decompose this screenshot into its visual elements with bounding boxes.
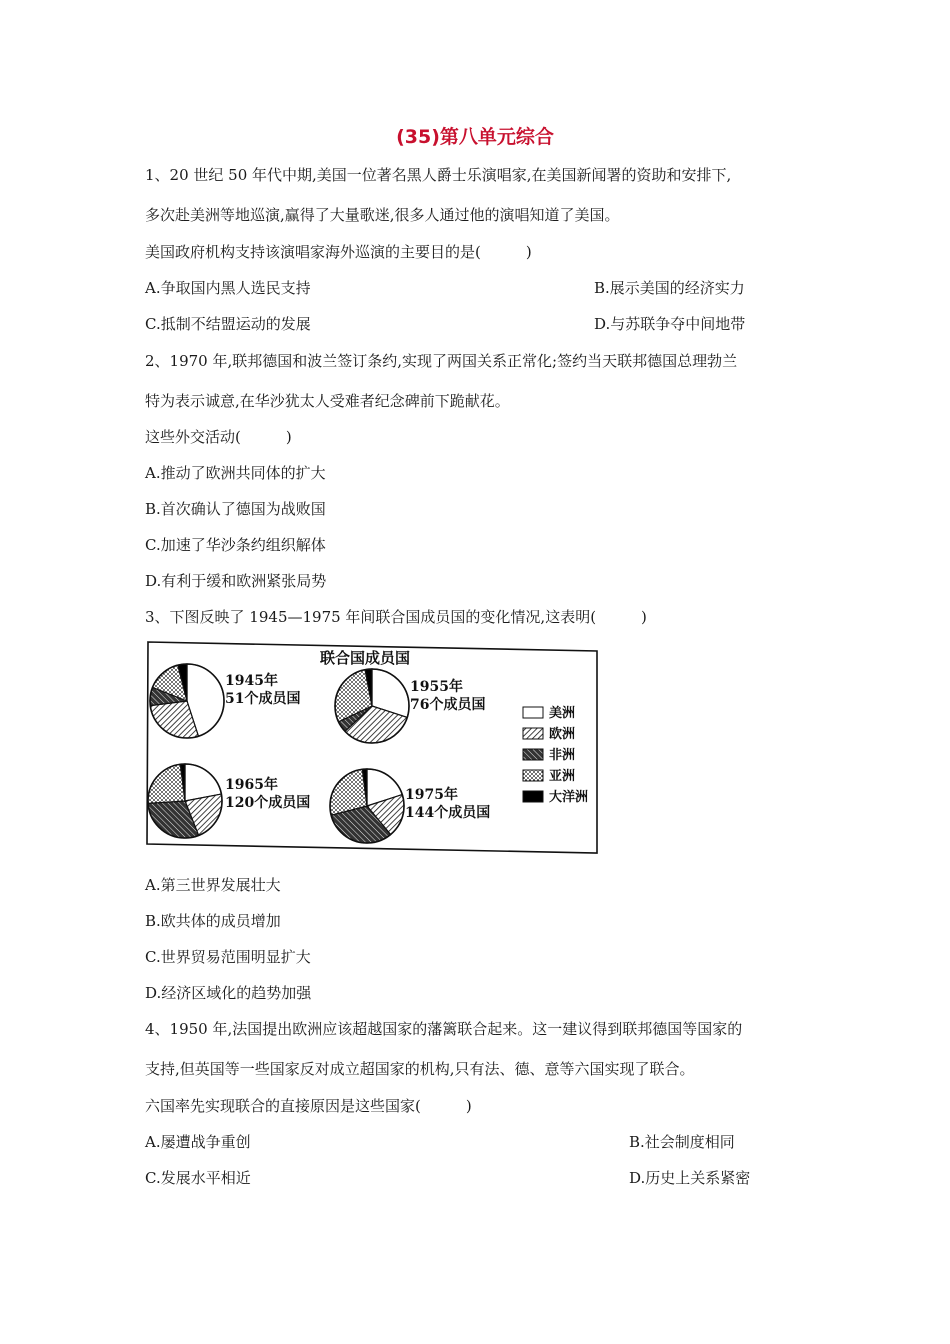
q4-option-c[interactable]: C.发展水平相近: [145, 1169, 251, 1187]
legend-swatch-oceania: [523, 791, 543, 802]
un-members-chart: [145, 639, 600, 855]
q2-option-c[interactable]: C.加速了华沙条约组织解体: [145, 536, 326, 554]
pie-2-slice-asia: [148, 764, 185, 803]
pie-3: [330, 769, 490, 843]
q2-stem-line1: 2、1970 年,联邦德国和波兰签订条约,实现了两国关系正常化;签约当天联邦德国总理勃兰: [145, 352, 738, 370]
q1-option-c[interactable]: C.抵制不结盟运动的发展: [145, 315, 311, 333]
pie-0: [150, 664, 300, 738]
q4-stem-line1: 4、1950 年,法国提出欧洲应该超越国家的藩篱联合起来。这一建议得到联邦德国等国家的: [145, 1020, 743, 1038]
q3-stem: 3、下图反映了 1945—1975 年间联合国成员国的变化情况,这表明( ): [145, 608, 647, 626]
q1-option-a[interactable]: A.争取国内黑人选民支持: [145, 279, 311, 297]
legend-label-oceania: 大洋洲: [549, 790, 589, 805]
q4-stem-line2: 支持,但英国等一些国家反对成立超国家的机构,只有法、德、意等六国实现了联合。: [145, 1060, 695, 1078]
pie-0-count-label: 51个成员国: [225, 691, 301, 707]
q2-question: 这些外交活动( ): [145, 428, 292, 446]
q2-stem-line2: 特为表示诚意,在华沙犹太人受难者纪念碑前下跪献花。: [145, 392, 510, 410]
q4-question: 六国率先实现联合的直接原因是这些国家( ): [145, 1097, 472, 1115]
q3-option-c[interactable]: C.世界贸易范围明显扩大: [145, 948, 311, 966]
chart-title: 联合国成员国: [319, 649, 411, 667]
pie-1-count-label: 76个成员国: [410, 697, 486, 713]
q3-option-d[interactable]: D.经济区域化的趋势加强: [145, 984, 312, 1002]
legend-label-africa: 非洲: [549, 748, 576, 763]
q1-option-d[interactable]: D.与苏联争夺中间地带: [594, 315, 746, 333]
pie-2-year-label: 1965年: [225, 777, 278, 793]
q2-option-b[interactable]: B.首次确认了德国为战败国: [145, 500, 326, 518]
pie-2: [148, 764, 310, 838]
legend-swatch-americas: [523, 707, 543, 718]
q1-question: 美国政府机构支持该演唱家海外巡演的主要目的是( ): [145, 243, 532, 261]
pie-1: [335, 669, 485, 743]
page-title: (35)第八单元综合: [396, 126, 554, 148]
q2-option-a[interactable]: A.推动了欧洲共同体的扩大: [145, 464, 326, 482]
q2-option-d[interactable]: D.有利于缓和欧洲紧张局势: [145, 572, 327, 590]
q3-option-a[interactable]: A.第三世界发展壮大: [145, 876, 281, 894]
q1-stem-line1: 1、20 世纪 50 年代中期,美国一位著名黑人爵士乐演唱家,在美国新闻署的资助和安排下,: [145, 166, 732, 184]
q3-option-b[interactable]: B.欧共体的成员增加: [145, 912, 281, 930]
legend-label-americas: 美洲: [549, 706, 576, 721]
q4-option-a[interactable]: A.屡遭战争重创: [145, 1133, 251, 1151]
pie-0-year-label: 1945年: [225, 673, 278, 689]
pie-2-count-label: 120个成员国: [225, 795, 311, 811]
q1-option-b[interactable]: B.展示美国的经济实力: [594, 279, 745, 297]
q1-stem-line2: 多次赴美洲等地巡演,赢得了大量歌迷,很多人通过他的演唱知道了美国。: [145, 206, 620, 224]
q4-option-d[interactable]: D.历史上关系紧密: [629, 1169, 751, 1187]
pie-1-year-label: 1955年: [410, 679, 463, 695]
legend-label-asia: 亚洲: [549, 769, 576, 784]
legend-label-europe: 欧洲: [549, 727, 576, 742]
pie-3-year-label: 1975年: [405, 787, 458, 803]
pie-3-count-label: 144个成员国: [405, 805, 491, 821]
legend-swatch-europe: [523, 728, 543, 739]
legend-swatch-africa: [523, 749, 543, 760]
legend-swatch-asia: [523, 770, 543, 781]
q4-option-b[interactable]: B.社会制度相同: [629, 1133, 735, 1151]
